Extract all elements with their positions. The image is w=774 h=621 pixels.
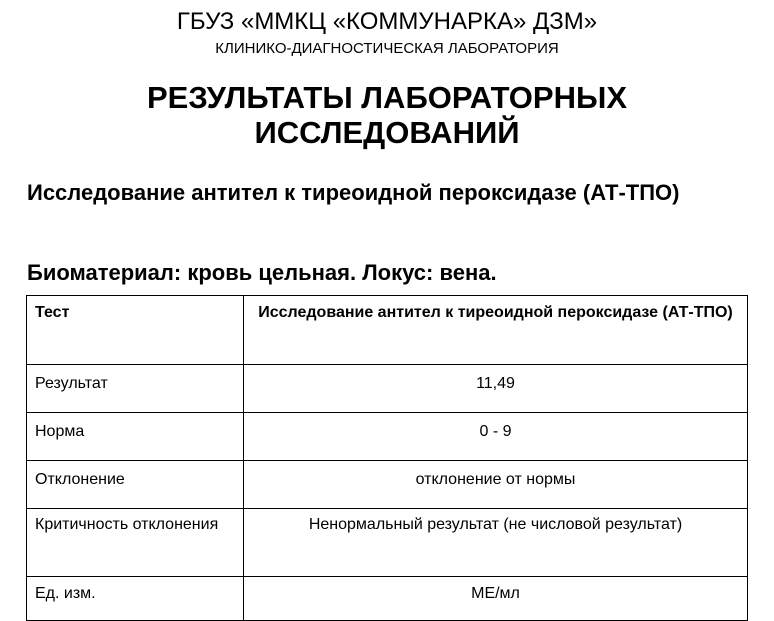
norm-value: 0 - 9 (244, 413, 748, 461)
study-title: Исследование антител к тиреоидной пероксидазе (АТ-ТПО) (27, 180, 680, 205)
deviation-label: Отклонение (27, 461, 244, 509)
criticality-value: Ненормальный результат (не числовой результат) (244, 509, 748, 577)
document-title: РЕЗУЛЬТАТЫ ЛАБОРАТОРНЫХ ИССЛЕДОВАНИЙ (146, 80, 627, 150)
table-row-norm (27, 413, 748, 461)
norm-label: Норма (27, 413, 244, 461)
unit-label: Ед. изм. (27, 577, 244, 621)
results-table (26, 295, 748, 621)
table-row-criticality (27, 509, 748, 577)
result-label: Результат (27, 365, 244, 413)
table-row-test (27, 296, 748, 365)
organization-name: ГБУЗ «ММКЦ «КОММУНАРКА» ДЗМ» (176, 8, 598, 35)
criticality-label: Критичность отклонения (27, 509, 244, 577)
biomaterial-info: Биоматериал: кровь цельная. Локус: вена. (27, 260, 497, 285)
table-row-deviation (27, 461, 748, 509)
deviation-value: отклонение от нормы (244, 461, 748, 509)
result-value: 11,49 (244, 365, 748, 413)
test-label: Тест (27, 296, 244, 365)
laboratory-name: КЛИНИКО-ДИАГНОСТИЧЕСКАЯ ЛАБОРАТОРИЯ (215, 40, 559, 57)
test-value: Исследование антител к тиреоидной пероксидазе (АТ-ТПО) (244, 296, 748, 365)
table-row-result (27, 365, 748, 413)
unit-value: МЕ/мл (244, 577, 748, 621)
table-row-unit (27, 577, 748, 621)
